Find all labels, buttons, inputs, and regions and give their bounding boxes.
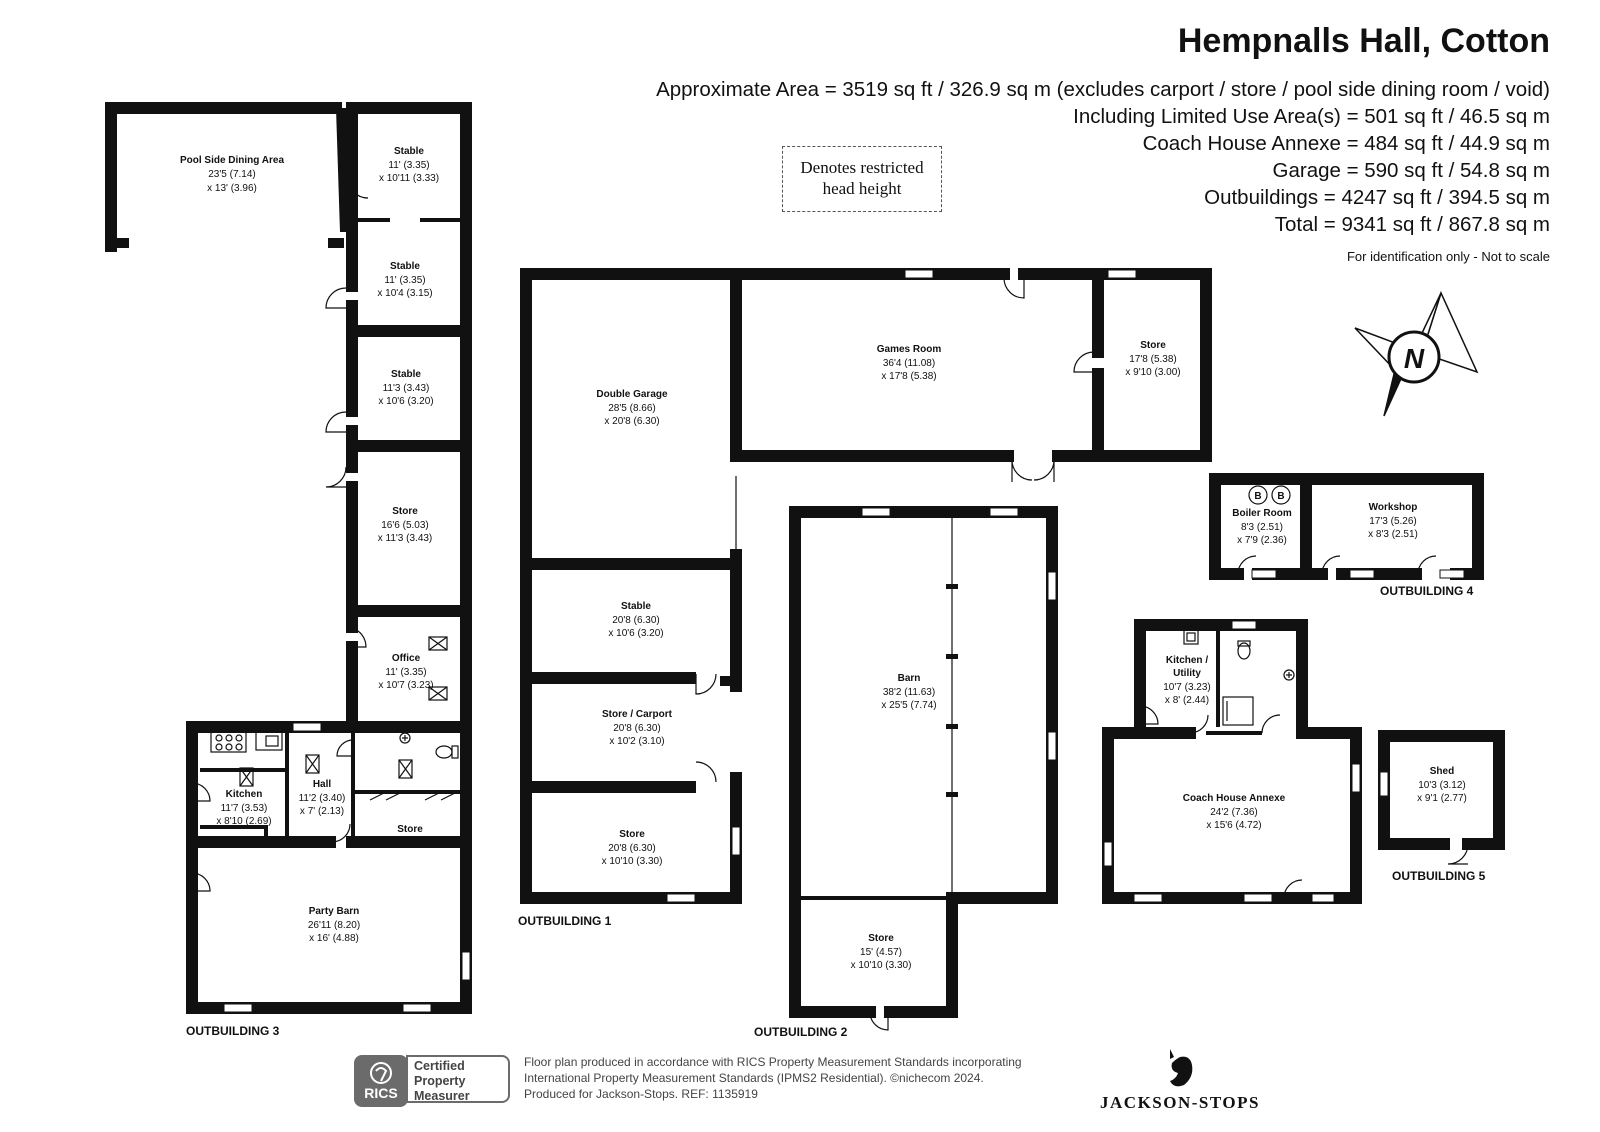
- room-name: Stable: [393, 146, 425, 157]
- outbuilding-4-label: OUTBUILDING 4: [1380, 584, 1474, 598]
- wall-annexe-upper: [1140, 625, 1302, 727]
- room-name: Store: [397, 824, 423, 835]
- rics-badge: [354, 1055, 514, 1107]
- room-name: Store: [868, 933, 894, 944]
- outbuilding-3: [111, 108, 470, 1012]
- french-doors: [1012, 460, 1054, 482]
- room-dim: 11'2 (3.40): [298, 793, 346, 804]
- outbuilding-1-label: OUTBUILDING 1: [518, 914, 612, 928]
- page-title: Hempnalls Hall, Cotton: [1177, 22, 1550, 60]
- window: [1352, 764, 1360, 792]
- door-swing: [696, 762, 716, 782]
- wall-stub: [111, 238, 129, 248]
- room-dim: x 7' (2.13): [299, 806, 345, 817]
- area-line: Coach House Annexe = 484 sq ft / 44.9 sq m: [1142, 132, 1550, 155]
- window: [403, 1004, 431, 1012]
- room-dim: x 25'5 (7.74): [881, 700, 937, 711]
- room-dim: 11' (3.35): [384, 275, 426, 286]
- room-dim: 28'5 (8.66): [608, 403, 656, 414]
- area-line: Including Limited Use Area(s) = 501 sq ft / 46.5 sq m: [1073, 105, 1550, 128]
- room-dim: x 10'6 (3.20): [378, 396, 434, 407]
- room-name: Stable: [620, 601, 652, 612]
- window: [1048, 572, 1056, 600]
- room-dim: x 15'6 (4.72): [1206, 820, 1262, 831]
- room-dim: 23'5 (7.14): [208, 169, 256, 180]
- room-dim: x 8' (2.44): [1164, 695, 1210, 706]
- room-name: Kitchen /: [1165, 655, 1209, 666]
- wall-barn-left: [795, 512, 870, 1012]
- room-name: Utility: [1173, 668, 1201, 679]
- restricted-head-height-legend: [782, 146, 942, 212]
- room-dim: 11' (3.35): [385, 667, 427, 678]
- footer-line: Floor plan produced in accordance with RICS Property Measurement Standards incorporating: [524, 1055, 1022, 1069]
- room-dim: x 8'3 (2.51): [1368, 529, 1418, 540]
- window: [1244, 894, 1272, 902]
- window: [1108, 270, 1136, 278]
- boiler-icon: [1272, 486, 1290, 504]
- boiler-mark: B: [1254, 491, 1262, 502]
- window: [862, 508, 890, 516]
- room-name: Workshop: [1368, 502, 1418, 513]
- room-dim: x 10'10 (3.30): [601, 856, 663, 867]
- room-dim: 8'3 (2.51): [1241, 522, 1283, 533]
- room-dim: x 9'1 (2.77): [1417, 793, 1467, 804]
- room-dim: 20'8 (6.30): [613, 723, 661, 734]
- room-dim: 17'3 (5.26): [1369, 516, 1417, 527]
- rics-certified-text: [406, 1055, 510, 1103]
- room-dim: x 20'8 (6.30): [604, 416, 660, 427]
- outbuilding-2: [795, 508, 1056, 1030]
- area-line: Garage = 590 sq ft / 54.8 sq m: [1272, 159, 1550, 182]
- room-name: Store / Carport: [601, 709, 673, 720]
- window: [462, 952, 470, 980]
- room-name: Store: [392, 506, 418, 517]
- window: [1350, 570, 1374, 578]
- door-swing: [337, 740, 353, 756]
- coach-house-annexe: [1104, 621, 1360, 902]
- room-dim: 10'7 (3.23): [1163, 682, 1211, 693]
- skylight-icon: [399, 760, 412, 778]
- window: [1440, 570, 1464, 578]
- window: [990, 508, 1018, 516]
- room-dim: 15' (4.57): [860, 947, 902, 958]
- window: [732, 827, 740, 855]
- rics-line: Certified: [414, 1059, 465, 1073]
- room-name: Party Barn: [308, 906, 360, 917]
- rics-line: Measurer: [414, 1089, 470, 1103]
- room-dim: 20'8 (6.30): [608, 843, 656, 854]
- door-swing: [326, 412, 346, 432]
- room-dim: 38'2 (11.63): [882, 687, 936, 698]
- room-name: Pool Side Dining Area: [179, 155, 285, 166]
- room-dim: x 8'10 (2.69): [216, 816, 272, 827]
- area-line: Approximate Area = 3519 sq ft / 326.9 sq m (excludes carport / store / pool side dining room / void): [656, 78, 1550, 101]
- room-dim: x 10'11 (3.33): [378, 173, 440, 184]
- room-dim: 16'6 (5.03): [381, 520, 429, 531]
- room-dim: x 7'9 (2.36): [1237, 535, 1287, 546]
- agent-name: JACKSON-STOPS: [1100, 1093, 1260, 1112]
- window: [1104, 842, 1112, 866]
- window: [1380, 772, 1388, 796]
- room-dim: 11'3 (3.43): [382, 383, 430, 394]
- legend-line: head height: [822, 179, 902, 198]
- room-name: Stable: [390, 369, 422, 380]
- footer-line: International Property Measurement Standards (IPMS2 Residential). ©nichecom 2024.: [524, 1071, 984, 1085]
- room-name: Store: [1140, 340, 1166, 351]
- legend-line: Denotes restricted: [800, 158, 924, 177]
- room-dim: x 11'3 (3.43): [377, 533, 433, 544]
- room-name: Barn: [897, 673, 921, 684]
- rics-logo-icon: [354, 1055, 408, 1107]
- sink-icon: [1184, 630, 1198, 644]
- outbuilding-3-label: OUTBUILDING 3: [186, 1024, 280, 1038]
- room-name: Coach House Annexe: [1182, 793, 1286, 804]
- window: [224, 1004, 252, 1012]
- footer-line: Produced for Jackson-Stops. REF: 1135919: [524, 1087, 758, 1101]
- door-swing: [326, 467, 346, 487]
- wall-ob4-left: [1215, 479, 1238, 574]
- room-name: Double Garage: [596, 389, 668, 400]
- room-dim: x 17'8 (5.38): [881, 371, 937, 382]
- boiler-icon: [1249, 486, 1267, 504]
- wall-games-outer: [1024, 274, 1206, 456]
- window: [293, 723, 321, 731]
- room-name: Hall: [312, 779, 332, 790]
- door-swing: [326, 288, 346, 308]
- window: [1252, 570, 1276, 578]
- window: [1312, 894, 1334, 902]
- toilet-icon: [1238, 641, 1250, 659]
- room-dim: x 16' (4.88): [309, 933, 359, 944]
- outbuilding-5-label: OUTBUILDING 5: [1392, 869, 1486, 883]
- wall-stub: [328, 238, 344, 248]
- room-dim: x 10'10 (3.30): [850, 960, 912, 971]
- sink-icon: [256, 732, 282, 750]
- lion-icon: [354, 1055, 408, 1089]
- skylight-icon: [306, 755, 319, 773]
- boiler-mark: B: [1277, 491, 1285, 502]
- door-swing: [1004, 278, 1024, 298]
- room-dim: x 10'7 (3.23): [378, 680, 434, 691]
- room-dim: 17'8 (5.38): [1129, 354, 1177, 365]
- wall-ob1-outer: [526, 274, 736, 898]
- window: [1134, 894, 1162, 902]
- stag-icon: [1160, 1045, 1200, 1091]
- room-name: Store: [619, 829, 645, 840]
- room-name: Stable: [389, 261, 421, 272]
- wall-stub: [720, 676, 736, 686]
- rics-line: Property: [414, 1074, 466, 1088]
- room-dim: x 13' (3.96): [207, 183, 257, 194]
- skylight-icon: [429, 637, 447, 650]
- basin-icon: [1284, 670, 1294, 680]
- door-swing: [1074, 352, 1094, 372]
- window: [1232, 621, 1256, 629]
- room-dim: 20'8 (6.30): [612, 615, 660, 626]
- compass-north-label: N: [1403, 343, 1425, 374]
- door-swing: [1262, 715, 1280, 733]
- area-line: Total = 9341 sq ft / 867.8 sq m: [1274, 213, 1550, 236]
- room-dim: 36'4 (11.08): [882, 358, 936, 369]
- room-dim: 11'7 (3.53): [220, 803, 268, 814]
- toilet-icon: [436, 746, 458, 758]
- basin-icon: [400, 733, 410, 743]
- room-dim: x 9'10 (3.00): [1125, 367, 1181, 378]
- room-name: Shed: [1429, 766, 1455, 777]
- window: [667, 894, 695, 902]
- compass-icon: [1355, 293, 1477, 416]
- door-swing: [696, 674, 716, 694]
- room-dim: 26'11 (8.20): [307, 920, 361, 931]
- agent-logo: [1100, 1045, 1260, 1115]
- footer-disclaimer: [524, 1054, 1022, 1102]
- outbuilding-2-label: OUTBUILDING 2: [754, 1025, 848, 1039]
- room-dim: 10'3 (3.12): [1418, 780, 1466, 791]
- room-name: Office: [391, 653, 421, 664]
- area-line: Outbuildings = 4247 sq ft / 394.5 sq m: [1204, 186, 1550, 209]
- window: [905, 270, 933, 278]
- room-dim: 11' (3.35): [388, 160, 430, 171]
- wall-stub: [730, 772, 742, 786]
- room-dim: 24'2 (7.36): [1210, 807, 1258, 818]
- hob-icon: [211, 732, 246, 752]
- shower-icon: [1223, 697, 1253, 725]
- window: [1048, 732, 1056, 760]
- room-name: Kitchen: [225, 789, 263, 800]
- room-dim: x 10'4 (3.15): [377, 288, 433, 299]
- room-dim: x 10'6 (3.20): [608, 628, 664, 639]
- room-dim: x 10'2 (3.10): [609, 736, 665, 747]
- rics-org: RICS: [364, 1085, 398, 1101]
- room-name: Boiler Room: [1232, 508, 1292, 519]
- identification-note: For identification only - Not to scale: [1346, 249, 1550, 264]
- room-name: Games Room: [876, 344, 942, 355]
